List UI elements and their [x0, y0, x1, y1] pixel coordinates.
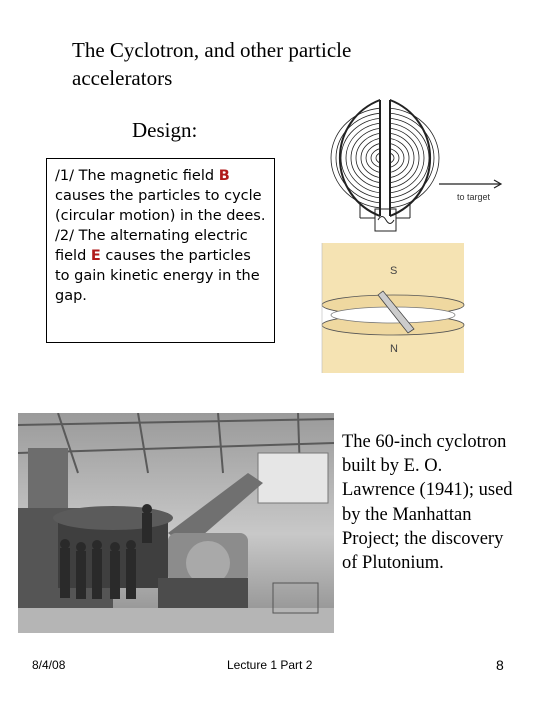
footer-page-number: 8 [496, 657, 504, 673]
electric-field-symbol: E [90, 248, 101, 264]
cyclotron-dees-icon [331, 98, 501, 231]
magnet-poles-diagram [320, 243, 470, 373]
point-1-prefix: /1/ The magnetic field [55, 168, 219, 184]
footer-lecture: Lecture 1 Part 2 [227, 658, 313, 672]
explanation-point-2 [55, 226, 266, 306]
point-2-prefix: /2/ The alternating electric field [55, 228, 248, 264]
footer-date: 8/4/08 [32, 658, 66, 672]
photo-caption: The 60-inch cyclotron built by E. O. Lawrence (1941); used by the Manhattan Project; the discovery of Plutonium. [342, 432, 513, 574]
cyclotron-dees-diagram [300, 92, 510, 242]
explanation-textbox [46, 158, 275, 343]
point-1-suffix: causes the particles to cycle (circular motion) in the dees. [55, 188, 266, 224]
point-2-suffix: causes the particles to gain kinetic energy in the gap. [55, 248, 260, 304]
to-target-label: to target [457, 192, 491, 202]
slide-subtitle: Design: [132, 118, 198, 142]
south-pole-label: S [390, 265, 398, 277]
slide-title: The Cyclotron, and other particle accelerators [72, 38, 352, 90]
cyclotron-photo [18, 413, 334, 633]
explanation-point-1 [55, 166, 266, 226]
north-pole-label: N [390, 343, 398, 355]
magnetic-field-symbol: B [218, 168, 230, 184]
